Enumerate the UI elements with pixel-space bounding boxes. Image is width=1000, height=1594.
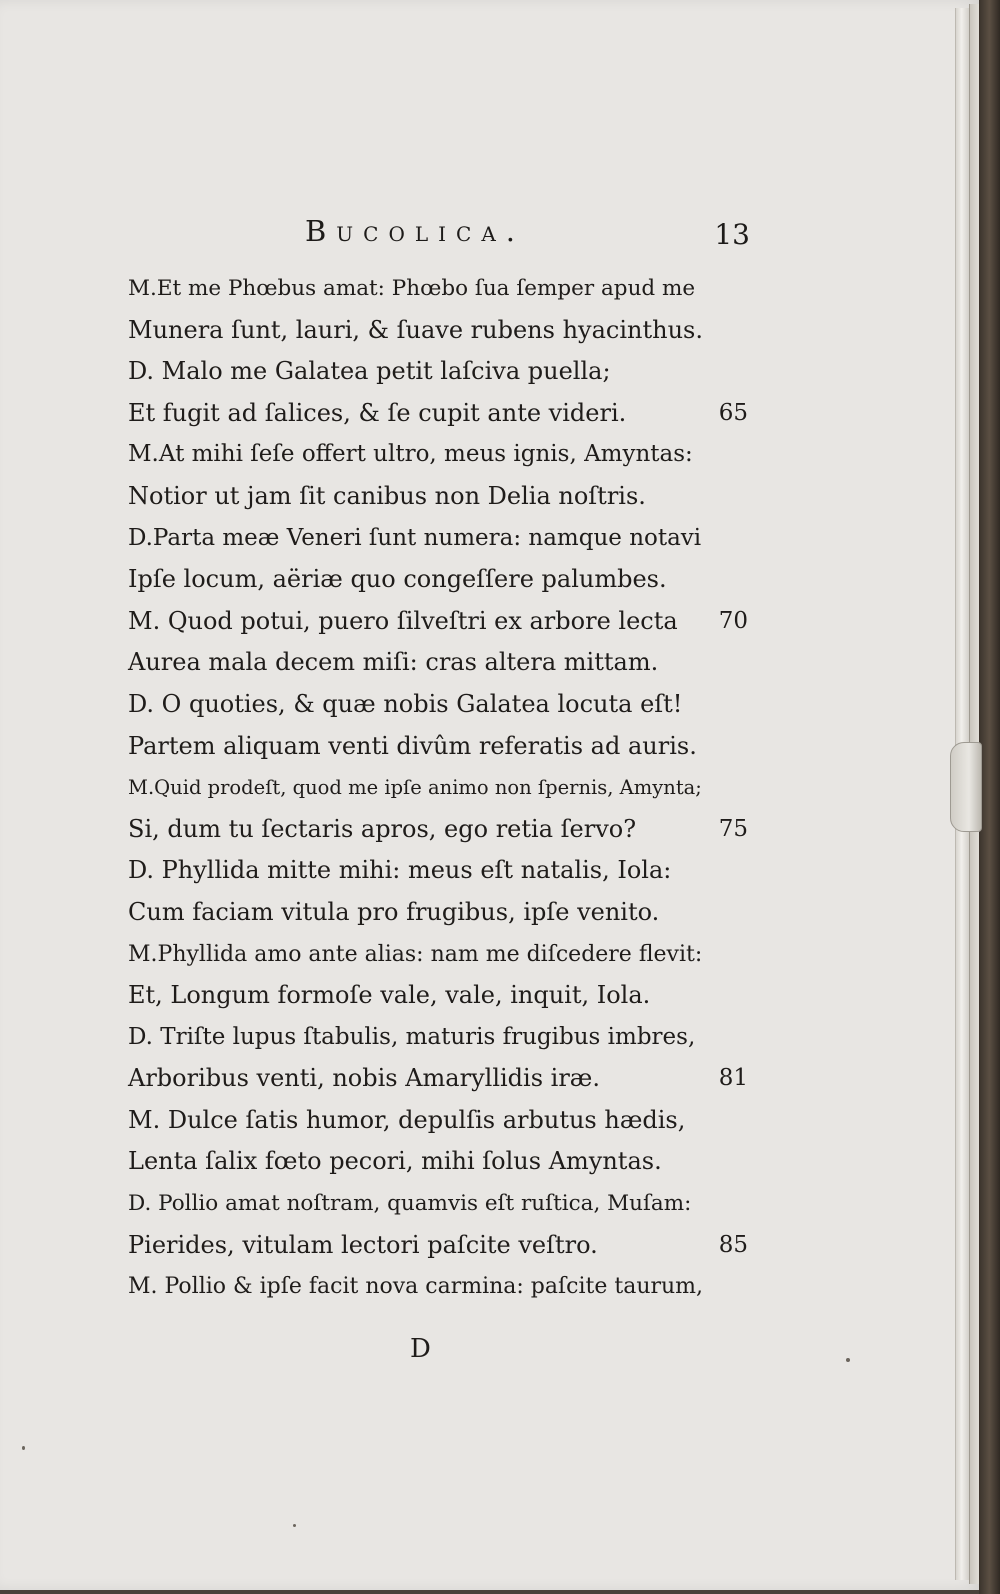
- verse-line: [128, 393, 748, 435]
- verse-line: [128, 684, 748, 726]
- verse-text: Ipſe locum, aëriæ quo congeſſere palumbes.: [128, 565, 667, 594]
- verse-line: [128, 1100, 748, 1142]
- verse-text: D. Pollio amat noſtram, quamvis eſt ruſtica, Muſam:: [128, 1191, 692, 1217]
- verse-text: Pierides, vitulam lectori paſcite veſtro.: [128, 1230, 598, 1259]
- verse-line: [128, 767, 748, 809]
- paper-speck: [22, 1446, 25, 1450]
- line-number: 85: [718, 1231, 748, 1258]
- verse-text: D. Malo me Galatea petit laſciva puella;: [128, 357, 611, 386]
- verse-text: Aurea mala decem miſi: cras altera mittam.: [128, 648, 659, 677]
- paper-speck: [846, 1358, 850, 1362]
- verse-line: [128, 1058, 748, 1100]
- verse-line: [128, 351, 748, 393]
- verse-line: [128, 476, 748, 518]
- verse-line: [128, 642, 748, 684]
- verse-text: Cum faciam vitula pro frugibus, ipſe venito.: [128, 897, 660, 926]
- verse-line: [128, 1266, 748, 1308]
- line-number: 81: [718, 1065, 748, 1092]
- verse-text: M.Phyllida amo ante alias: nam me diſcedere flevit:: [128, 941, 703, 967]
- verse-line: [128, 268, 748, 310]
- verse-line: [128, 310, 748, 352]
- verse-line: [128, 1017, 748, 1059]
- verse-text: Arboribus venti, nobis Amaryllidis iræ.: [128, 1064, 600, 1093]
- verse-line: [128, 559, 748, 601]
- verse-line: [128, 1141, 748, 1183]
- verse-text: D. Phyllida mitte mihi: meus eſt natalis, Iola:: [128, 856, 672, 885]
- signature-mark: D: [410, 1334, 431, 1364]
- paper-speck: [293, 1524, 296, 1527]
- verse-line: [128, 601, 748, 643]
- verse-text: M.Et me Phœbus amat: Phœbo ſua ſemper apud me: [128, 276, 696, 301]
- verse-line: [128, 892, 748, 934]
- verse-text: Munera ſunt, lauri, & ſuave rubens hyacinthus.: [128, 315, 703, 344]
- book-cover-edge: [979, 0, 1000, 1594]
- verse-text: M. Pollio & ipſe facit nova carmina: paſcite taurum,: [128, 1274, 704, 1300]
- line-number: 70: [718, 607, 748, 634]
- verse-line: [128, 518, 748, 560]
- page-header: [130, 214, 750, 264]
- verse-text: D. Triſte lupus ſtabulis, maturis frugibus imbres,: [128, 1023, 696, 1050]
- verse-line: [128, 975, 748, 1017]
- line-number: 65: [718, 399, 748, 426]
- verse-text: Si, dum tu ſectaris apros, ego retia ſervo?: [128, 814, 637, 843]
- verse-line: [128, 726, 748, 768]
- verse-text: D. O quoties, & quæ nobis Galatea locuta eſt!: [128, 689, 683, 718]
- verse-text: Partem aliquam venti divûm referatis ad auris.: [128, 731, 697, 760]
- verse-line: [128, 1225, 748, 1267]
- verse-text: M.At mihi ſeſe offert ultro, meus ignis, Amyntas:: [128, 441, 693, 468]
- verse-text: M. Quod potui, puero ſilveſtri ex arbore lecta: [128, 606, 678, 635]
- bookmark-tab[interactable]: [950, 742, 982, 832]
- verse-line: [128, 1183, 748, 1225]
- verse-text: Et fugit ad ſalices, & ſe cupit ante videri.: [128, 398, 627, 427]
- verse-text: D.Parta meæ Veneri ſunt numera: namque notavi: [128, 524, 702, 551]
- verse-line: [128, 934, 748, 976]
- verse-text: M. Dulce ſatis humor, depulſis arbutus hædis,: [128, 1105, 686, 1134]
- verse-line: [128, 434, 748, 476]
- verse-block: [128, 268, 748, 1308]
- line-number: 75: [718, 815, 748, 842]
- verse-line: [128, 809, 748, 851]
- verse-text: Lenta ſalix fœto pecori, mihi ſolus Amyntas.: [128, 1147, 662, 1176]
- verse-text: M.Quid prodeſt, quod me ipſe animo non ſpernis, Amynta;: [128, 776, 702, 800]
- verse-text: Notior ut jam ſit canibus non Delia noſtris.: [128, 481, 646, 510]
- running-title: Bucolica.: [305, 214, 526, 248]
- verse-text: Et, Longum formoſe vale, vale, inquit, Iola.: [128, 981, 651, 1010]
- verse-line: [128, 850, 748, 892]
- page-number: 13: [714, 218, 750, 251]
